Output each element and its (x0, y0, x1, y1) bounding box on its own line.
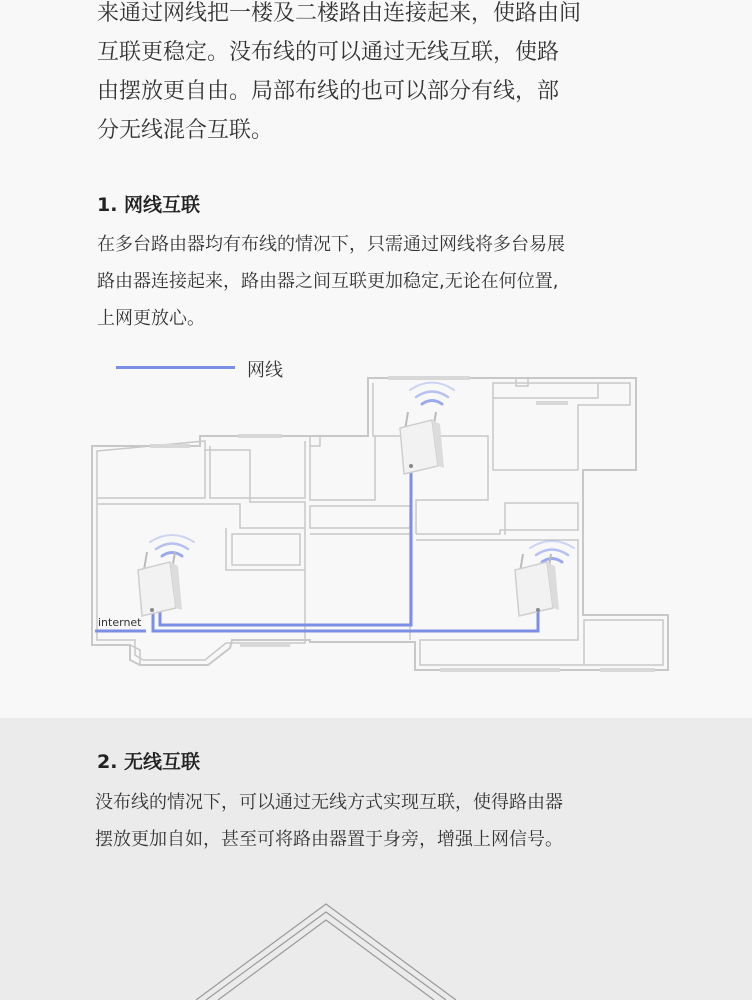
router-upstairs-icon (400, 412, 444, 474)
internet-label: internet (98, 616, 142, 629)
description-line: 没布线的情况下，可以通过无线方式实现互联，使得路由器 (95, 792, 563, 813)
description-line: 上网更放心。 (97, 308, 205, 329)
wifi-signal-icons (150, 383, 574, 563)
section2-heading: 2. 无线互联 (97, 751, 201, 773)
cable-legend-label: 网线 (247, 360, 283, 381)
intro-line: 由摆放更自由。局部布线的也可以部分有线，部 (97, 79, 560, 104)
description-line: 摆放更加自如，甚至可将路由器置于身旁，增强上网信号。 (95, 829, 563, 850)
description-line: 路由器连接起来，路由器之间互联更加稳定,无论在何位置, (97, 271, 559, 292)
router-right-icon (515, 554, 559, 616)
intro-line: 互联更稳定。没布线的可以通过无线互联，使路 (97, 40, 560, 65)
description-line: 在多台路由器均有布线的情况下，只需通过网线将多台易展 (97, 234, 565, 255)
section2-description (95, 784, 655, 858)
router-left-icon (138, 552, 182, 616)
intro-line: 来通过网线把一楼及二楼路由连接起来，使路由间 (97, 1, 582, 26)
intro-line: 分无线混合互联。 (97, 118, 274, 143)
section1-heading: 1. 网线互联 (97, 194, 201, 216)
